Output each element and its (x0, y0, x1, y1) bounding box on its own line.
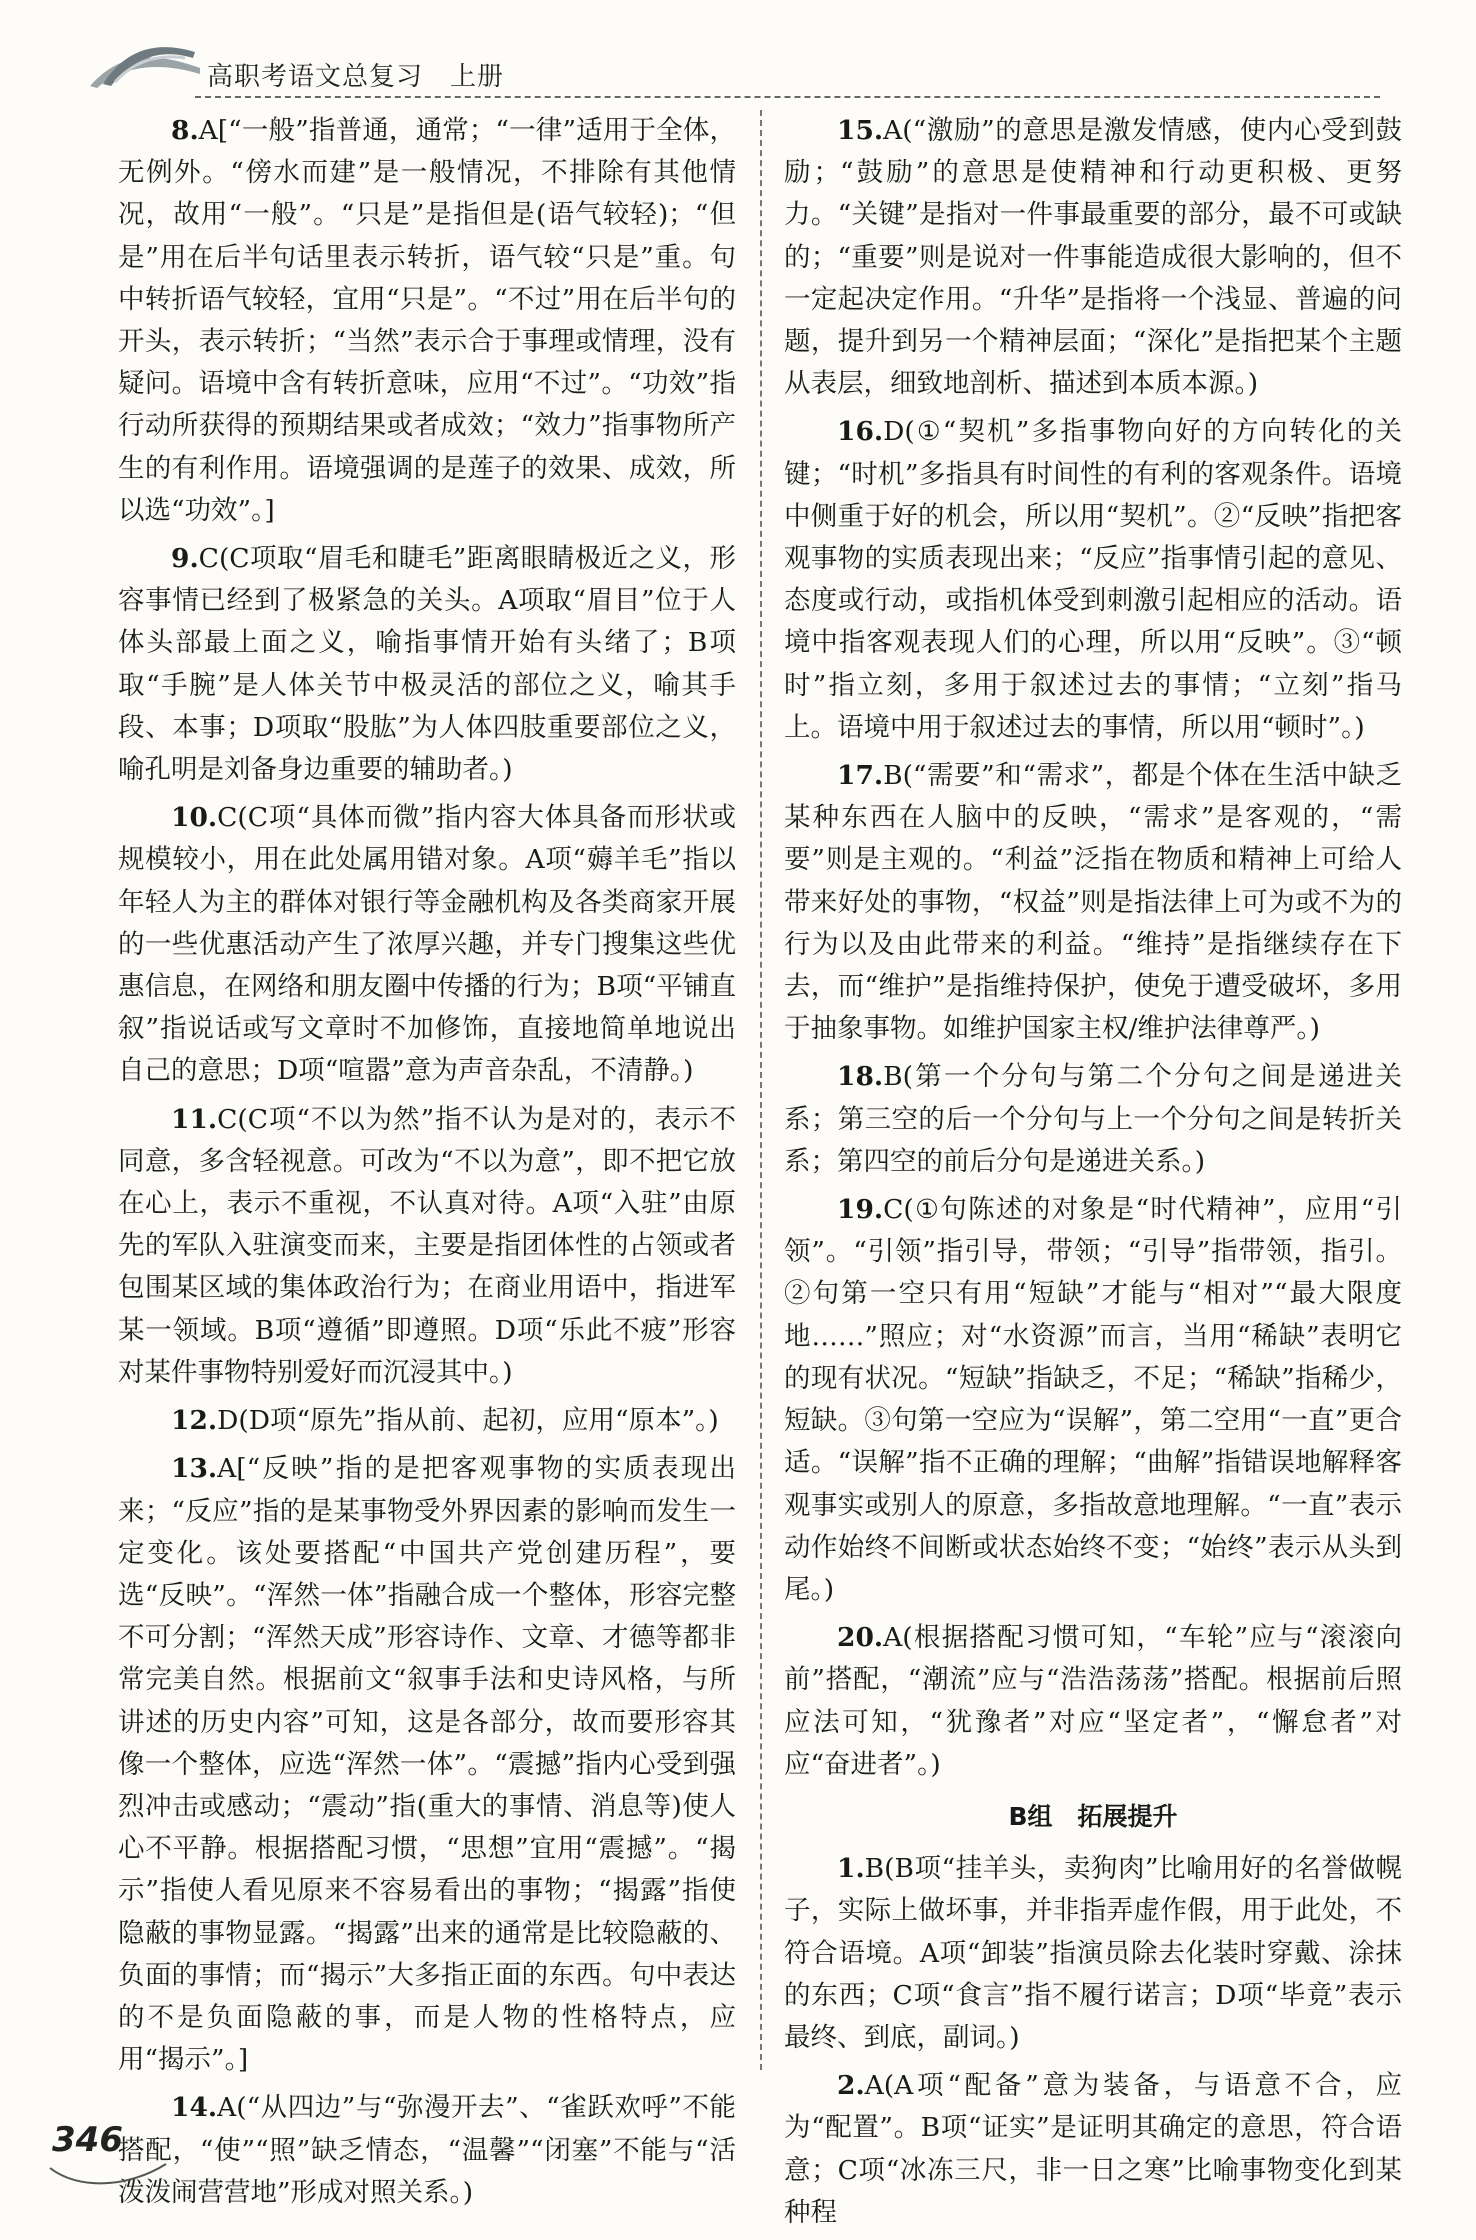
page-number: 346 (52, 2120, 123, 2160)
answer-item: 20.A(根据搭配习惯可知，“车轮”应与“滚滚向前”搭配，“潮流”应与“浩浩荡荡”搭配。根据前后照应法可知，“犹豫者”对应“坚定者”，“懈怠者”对应“奋进者”。) (784, 1622, 1402, 1780)
answer-item: 12.D(D项“原先”指从前、起初，应用“原本”。) (171, 1405, 719, 1437)
section-heading: B组 拓展提升 (1008, 1801, 1178, 1831)
swoosh-decoration-icon (48, 2160, 168, 2190)
answer-item: 2.A(A项“配备”意为装备，与语意不合，应为“配置”。B项“证实”是证明其确定的意思，符合语意；C项“冰冻三尺，非一日之寒”比喻事物变化到某种程 (784, 2070, 1402, 2228)
answer-item: 9.C(C项取“眉毛和睫毛”距离眼睛极近之义，形容事情已经到了极紧急的关头。A项取“眉目”位于人体头部最上面之义，喻指事情开始有头绪了；B项取“手腕”是人体关节中极灵活的部位之义，喻其手段、本事；D项取“股肱”为人体四肢重要部位之义，喻孔明是刘备身边重要的辅助者。) (118, 543, 736, 786)
answer-item: 1.B(B项“挂羊头，卖狗肉”比喻用好的名誉做幌子，实际上做坏事，并非指弄虚作假，用于此处，不符合语境。A项“卸装”指演员除去化装时穿戴、涂抹的东西；C项“食言”指不履行诺言；D项“毕竟”表示最终、到底，副词。) (784, 1853, 1402, 2053)
answer-item: 15.A(“激励”的意思是激发情感，使内心受到鼓励；“鼓励”的意思是使精神和行动更积极、更努力。“关键”是指对一件事最重要的部分，最不可或缺的；“重要”则是说对一件事能造成很大影响的，但不一定起决定作用。“升华”是指将一个浅显、普遍的问题，提升到另一个精神层面；“深化”是指把某个主题从表层，细致地剖析、描述到本质本源。) (784, 115, 1402, 400)
answer-item: 17.B(“需要”和“需求”，都是个体在生活中缺乏某种东西在人脑中的反映，“需求”是客观的，“需要”则是主观的。“利益”泛指在物质和精神上可给人带来好处的事物，“权益”则是指法律上可为或不为的行为以及由此带来的利益。“维持”是指继续存在下去，而“维护”是指维持保护，使免于遭受破坏，多用于抽象事物。如维护国家主权/维护法律尊严。) (784, 760, 1402, 1045)
answer-item: 11.C(C项“不以为然”指不认为是对的，表示不同意，多含轻视意。可改为“不以为意”，即不把它放在心上，表示不重视，不认真对待。A项“入驻”由原先的军队入驻演变而来，主要是指团体性的占领或者包围某区域的集体政治行为；在商业用语中，指进军某一领域。B项“遵循”即遵照。D项“乐此不疲”形容对某件事物特别爱好而沉浸其中。) (118, 1103, 736, 1388)
answer-item: 14.A(“从四边”与“弥漫开去”、“雀跃欢呼”不能搭配，“使”“照”缺乏情态，“温馨”“闭塞”不能与“活泼泼闹营营地”形成对照关系。) (118, 2092, 736, 2208)
answer-item: 18.B(第一个分句与第二个分句之间是递进关系；第三空的后一个分句与上一个分句之间是转折关系；第四空的前后分句是递进关系。) (784, 1061, 1402, 1177)
answer-item: 10.C(C项“具体而微”指内容大体具备而形状或规模较小，用在此处属用错对象。A项“薅羊毛”指以年轻人为主的群体对银行等金融机构及各类商家开展的一些优惠活动产生了浓厚兴趣，并专门搜集这些优惠信息，在网络和朋友圈中传播的行为；B项“平铺直叙”指说话或写文章时不加修饰，直接地简单地说出自己的意思；D项“喧嚣”意为声音杂乱，不清静。) (118, 802, 736, 1087)
header-divider (195, 96, 1380, 98)
header-title: 高职考语文总复习 上册 (207, 62, 505, 92)
page-header (0, 0, 1476, 100)
answer-item: 16.D(①“契机”多指事物向好的方向转化的关键；“时机”多指具有时间性的有利的客观条件。语境中侧重于好的机会，所以用“契机”。②“反映”指把客观事物的实质表现出来；“反应”指事情引起的意见、态度或行动，或指机体受到刺激引起相应的活动。语境中指客观表现人们的心理，所以用“反映”。③“顿时”指立刻，多用于叙述过去的事情；“立刻”指马上。语境中用于叙述过去的事情，所以用“顿时”。) (784, 416, 1402, 743)
answer-item: 8.A[“一般”指普通，通常；“一律”适用于全体，无例外。“傍水而建”是一般情况，不排除有其他情况，故用“一般”。“只是”是指但是(语气较轻)；“但是”用在后半句话里表示转折，语气较“只是”重。句中转折语气较轻，宜用“只是”。“不过”用在后半句的开头，表示转折；“当然”表示合于事理或情理，没有疑问。语境中含有转折意味，应用“不过”。“功效”指行动所获得的预期结果或者成效；“效力”指事物所产生的有利作用。语境强调的是莲子的效果、成效，所以选“功效”。] (118, 115, 736, 526)
column-divider (760, 110, 762, 2070)
answer-item: 19.C(①句陈述的对象是“时代精神”，应用“引领”。“引领”指引导，带领；“引导”指带领，指引。②句第一空只有用“短缺”才能与“相对”“最大限度地……”照应；对“水资源”而言，当用“稀缺”表明它的现有状况。“短缺”指缺乏，不足；“稀缺”指稀少，短缺。③句第一空应为“误解”，第二空用“一直”更合适。“误解”指不正确的理解；“曲解”指错误地解释客观事实或别人的原意，多指故意地理解。“一直”表示动作始终不间断或状态始终不变；“始终”表示从头到尾。) (784, 1194, 1402, 1605)
book-logo-icon (85, 38, 205, 90)
left-column (118, 110, 736, 2220)
right-column (784, 110, 1402, 2240)
answer-item: 13.A[“反映”指的是把客观事物的实质表现出来；“反应”指的是某事物受外界因素的影响而发生一定变化。该处要搭配“中国共产党创建历程”，要选“反映”。“浑然一体”指融合成一个整体，形容完整不可分割；“浑然天成”形容诗作、文章、才德等都非常完美自然。根据前文“叙事手法和史诗风格，与所讲述的历史内容”可知，这是各部分，故而要形容其像一个整体，应选“浑然一体”。“震撼”指内心受到强烈冲击或感动；“震动”指(重大的事情、消息等)使人心不平静。根据搭配习惯，“思想”宜用“震撼”。“揭示”指使人看见原来不容易看出的事物；“揭露”指使隐蔽的事物显露。“揭露”出来的通常是比较隐蔽的、负面的事情；而“揭示”大多指正面的东西。句中表达的不是负面隐蔽的事，而是人物的性格特点，应用“揭示”。] (118, 1453, 736, 2076)
